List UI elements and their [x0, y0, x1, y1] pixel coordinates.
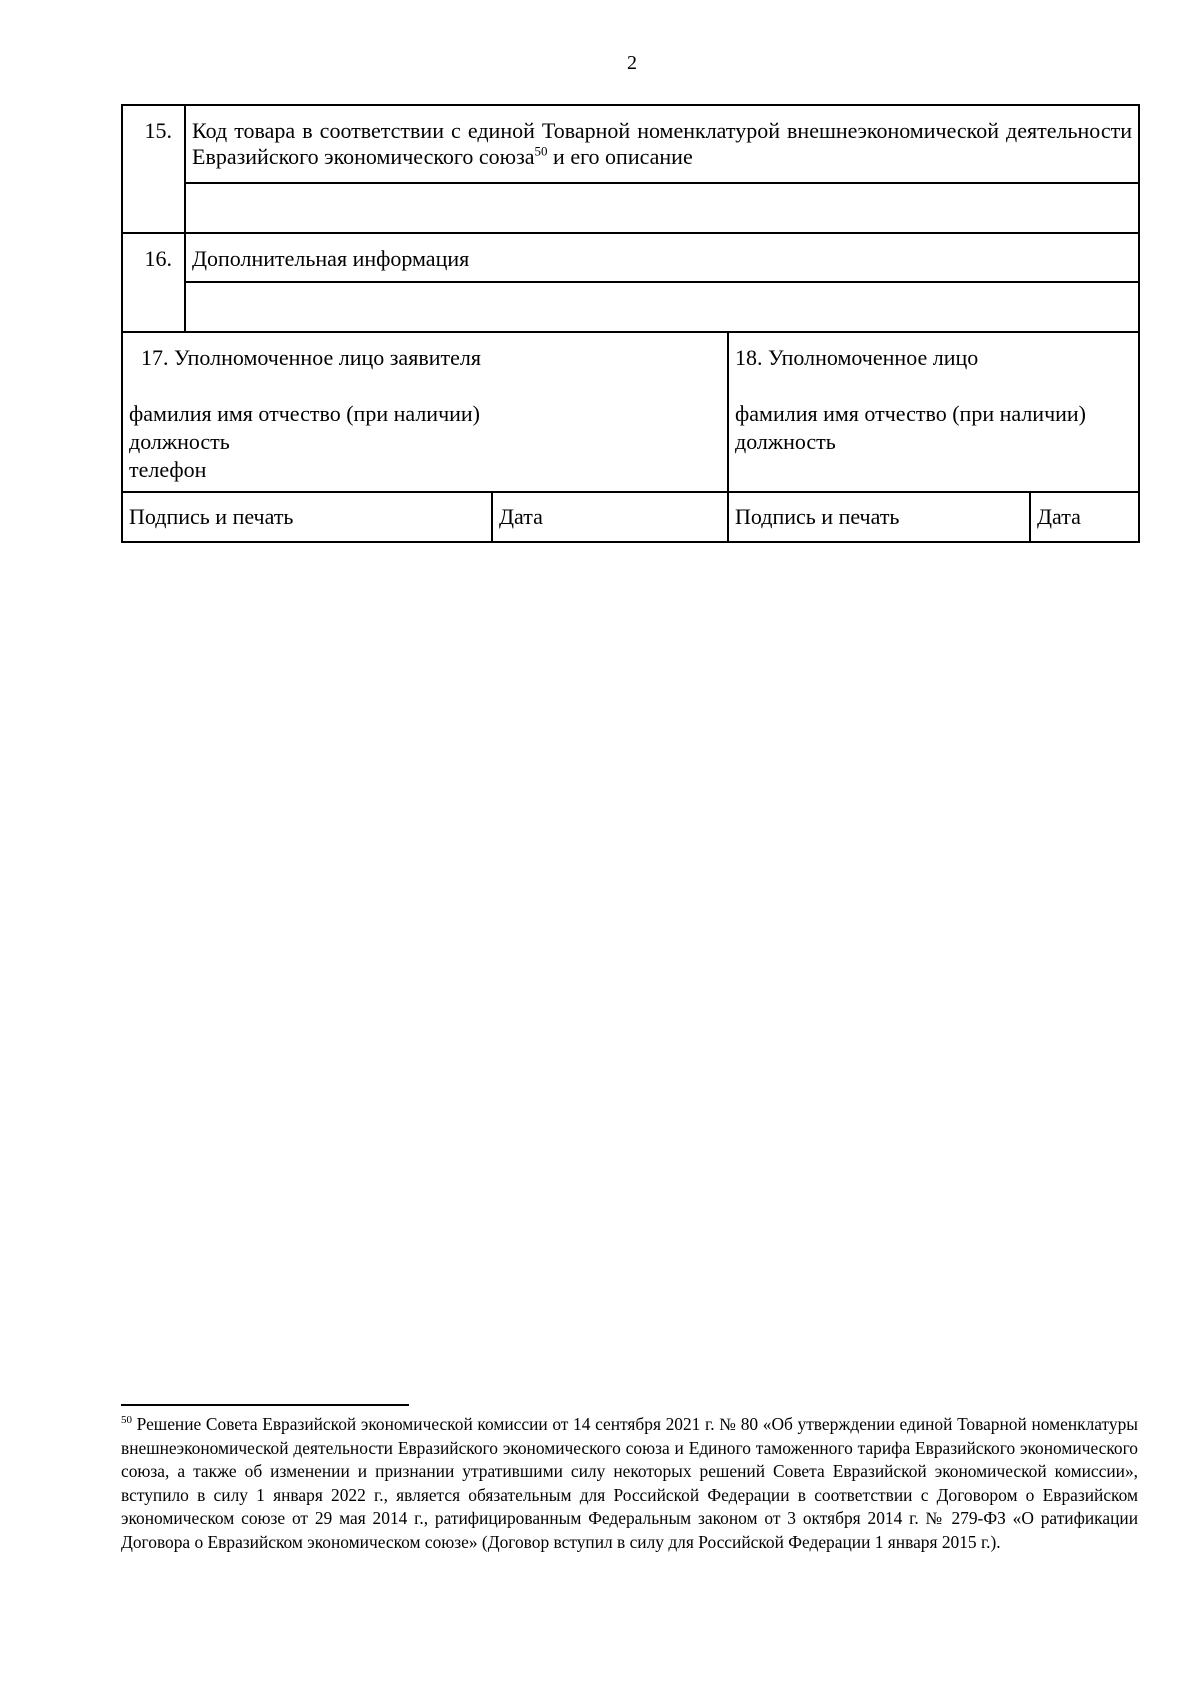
- authorized-date-field[interactable]: Дата: [1030, 492, 1139, 542]
- authorized-title: 18. Уполномоченное лицо: [735, 345, 979, 370]
- applicant-phone-field[interactable]: телефон: [129, 457, 207, 482]
- applicant-section: [122, 332, 728, 492]
- item-15-value[interactable]: [185, 183, 1139, 233]
- item-15-text: Код товара в соответствии с единой Товарной номенклатурой внешнеэкономической деятельности Евразийского экономического союза: [192, 118, 1132, 169]
- footnote-divider: [121, 1404, 409, 1406]
- applicant-date-field[interactable]: Дата: [492, 492, 728, 542]
- item-16-value[interactable]: [185, 282, 1139, 332]
- applicant-signature-field[interactable]: Подпись и печать: [122, 492, 492, 542]
- item-15-label: [185, 105, 1139, 183]
- applicant-position-field[interactable]: должность: [129, 429, 230, 454]
- authorized-signature-field[interactable]: Подпись и печать: [728, 492, 1030, 542]
- footnote-marker: 50: [121, 1414, 132, 1427]
- authorized-full-name-field[interactable]: фамилия имя отчество (при наличии): [735, 401, 1087, 426]
- applicant-full-name-field[interactable]: фамилия имя отчество (при наличии): [129, 401, 481, 426]
- item-15-number: 15.: [122, 105, 185, 233]
- footnote-text: Решение Совета Евразийской экономической комиссии от 14 сентября 2021 г. № 80 «Об утверждении единой Товарной номенклатуры внешнеэкономической деятельности Евразийского экономического союза и Единого таможенного тарифа Евразийского экономического союза, а также об изменении и признании утратившими силу некоторых решений Совета Евразийской экономической комиссии», вступило в силу 1 января 2022 г., является обязательным для Российской Федерации в соответствии с Договором о Евразийском экономическом союзе от 29 мая 2014 г., ратифицированным Федеральным законом от 3 октября 2014 г. № 279-ФЗ «О ратификации Договора о Евразийском экономическом союзе» (Договор вступил в силу для Российской Федерации 1 января 2015 г.).: [121, 1414, 1138, 1552]
- page-number: 2: [627, 52, 637, 74]
- authorized-position-field[interactable]: должность: [735, 429, 836, 454]
- footnote-ref-50[interactable]: 50: [534, 143, 548, 159]
- item-16-number: 16.: [122, 233, 185, 332]
- form-table: [121, 104, 1140, 543]
- item-16-label: Дополнительная информация: [185, 233, 1139, 282]
- authorized-section: [728, 332, 1139, 492]
- applicant-title: 17. Уполномоченное лицо заявителя: [141, 345, 481, 370]
- item-15-text-tail: и его описание: [547, 144, 693, 169]
- footnote-50: [121, 1413, 1138, 1554]
